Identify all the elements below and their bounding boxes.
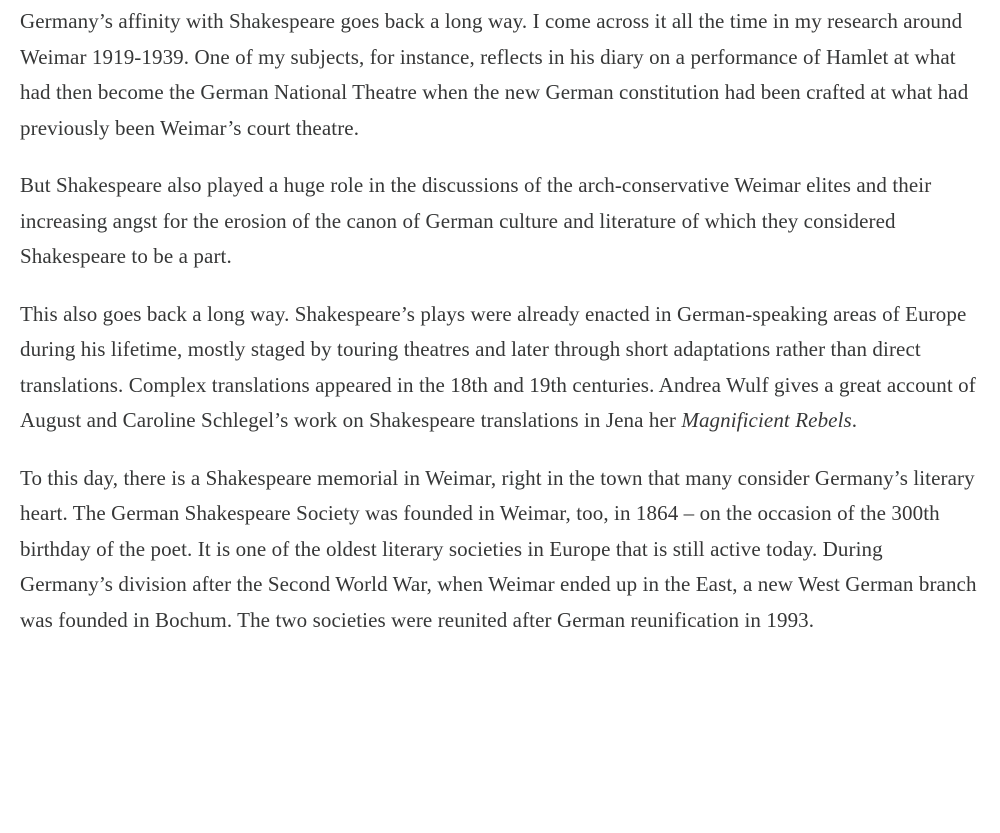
paragraph-3-text: This also goes back a long way. Shakespeare’s plays were already enacted in German-speaking areas of Europe during his lifetime, mostly staged by touring theatres and later through short adaptations rather than direct translations. Complex translations appeared in the 18th and 19th centuries. Andrea Wulf gives a great account of August and Caroline Schlegel’s work on Shakespeare translations in Jena her [20,301,976,432]
book-title: Magnificient Rebels [681,408,852,432]
paragraph-2: But Shakespeare also played a huge role in the discussions of the arch-conservative Weimar elites and their increasing angst for the erosion of the canon of German culture and literature of which they considered Shakespeare to be a part. [20,173,932,268]
paragraph-4: To this day, there is a Shakespeare memorial in Weimar, right in the town that many consider Germany’s literary heart. The German Shakespeare Society was founded in Weimar, too, in 1864 – on the occasion of the 300th birthday of the poet. It is one of the oldest literary societies in Europe that is still active today. During Germany’s division after the Second World War, when Weimar ended up in the East, a new West German branch was founded in Bochum. The two societies were reunited after German reunification in 1993. [20,465,977,632]
paragraph-1: Germany’s affinity with Shakespeare goes back a long way. I come across it all the time in my research around Weimar 1919-1939. One of my subjects, for instance, reflects in his diary on a performance of Hamlet at what had then become the German National Theatre when the new German constitution had been crafted at what had previously been Weimar’s court theatre. [20,9,969,140]
paragraph-3-end: . [851,408,858,432]
paragraph-3 [20,297,980,439]
